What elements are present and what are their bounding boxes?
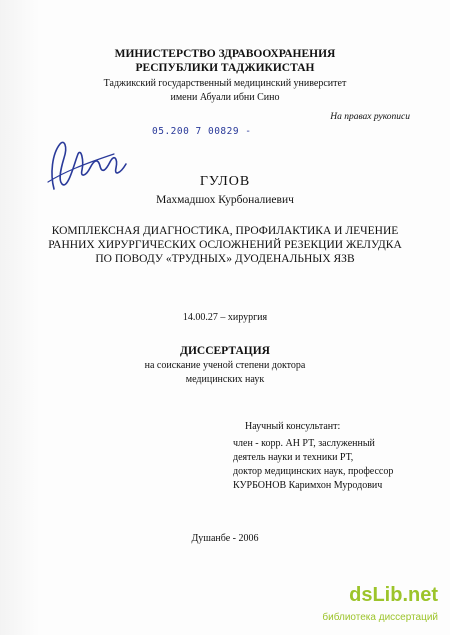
specialty: 14.00.27 – хирургия — [182, 312, 268, 323]
university-line2: имени Абуали ибни Сино — [170, 92, 280, 103]
consultant-line4: КУРБОНОВ Каримхон Муродович — [233, 480, 383, 491]
consultant-line3: доктор медицинских наук, профессор — [233, 466, 394, 477]
title-line2: РАННИХ ХИРУРГИЧЕСКИХ ОСЛОЖНЕНИЙ РЕЗЕКЦИИ ЖЕЛУДКА — [48, 239, 402, 251]
ministry-line1: МИНИСТЕРСТВО ЗДРАВООХРАНЕНИЯ — [114, 48, 336, 60]
degree-line1: на соискание ученой степени доктора — [144, 360, 306, 371]
consultant-line1: член - корр. АН РТ, заслуженный — [233, 438, 375, 449]
university-line1: Таджикский государственный медицинский университет — [103, 78, 347, 89]
dslib-caption: библиотека диссертаций — [322, 612, 438, 623]
author-surname: ГУЛОВ — [199, 174, 251, 189]
ministry-line2: РЕСПУБЛИКИ ТАДЖИКИСТАН — [135, 62, 315, 74]
consultant-line2: деятель науки и техники РТ, — [233, 452, 354, 463]
consultant-label: Научный консультант: — [245, 421, 341, 432]
author-name: Махмадшох Курбоналиевич — [156, 194, 294, 206]
degree-line2: медицинских наук — [185, 374, 265, 385]
dissertation-heading: ДИССЕРТАЦИЯ — [180, 345, 270, 357]
signature-icon — [44, 124, 139, 202]
rights-note: На правах рукописи — [330, 112, 410, 122]
city-year: Душанбе - 2006 — [191, 533, 259, 544]
dslib-logo[interactable]: dsLib.net — [349, 584, 438, 606]
archive-stamp: 05.200 7 00829 - — [152, 126, 252, 137]
title-line3: ПО ПОВОДУ «ТРУДНЫХ» ДУОДЕНАЛЬНЫХ ЯЗВ — [95, 253, 355, 265]
title-line1: КОМПЛЕКСНАЯ ДИАГНОСТИКА, ПРОФИЛАКТИКА И ЛЕЧЕНИЕ — [51, 225, 399, 237]
